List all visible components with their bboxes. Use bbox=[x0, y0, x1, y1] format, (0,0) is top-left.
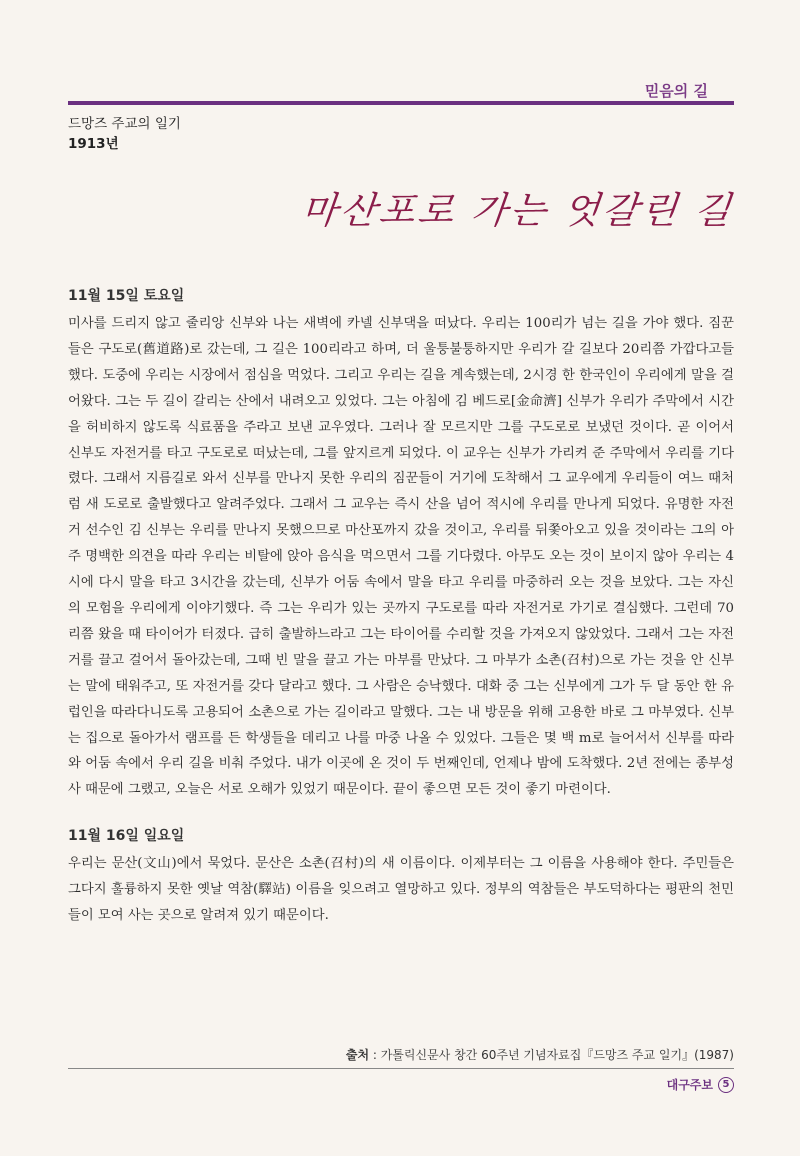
source-label: 출처 bbox=[345, 1048, 370, 1062]
page-footer bbox=[667, 1076, 734, 1093]
publication-name: 대구주보 bbox=[666, 1078, 713, 1092]
header-rule bbox=[68, 101, 734, 105]
source-text: : 가톨릭신문사 창간 60주년 기념자료집『드망즈 주교 일기』(1987) bbox=[369, 1048, 734, 1062]
section-tag: 믿음의 길 bbox=[644, 82, 708, 100]
entry-date: 11월 15일 토요일 bbox=[68, 288, 185, 304]
diary-entry bbox=[68, 823, 734, 929]
page-title: 마산포로 가는 엇갈린 길 bbox=[299, 189, 736, 232]
entry-date: 11월 16일 일요일 bbox=[68, 828, 185, 845]
page-number: 5 bbox=[718, 1077, 734, 1093]
footer-rule bbox=[68, 1068, 734, 1069]
diary-entry bbox=[68, 283, 734, 803]
series-title: 드망즈 주교의 일기 bbox=[68, 116, 181, 132]
diary-body bbox=[68, 283, 734, 949]
year-label: 1913년 bbox=[68, 136, 119, 152]
entry-text: 미사를 드리지 않고 줄리앙 신부와 나는 새벽에 카넬 신부댁을 떠났다. 우리는 100리가 넘는 길을 가야 했다. 짐꾼들은 구도로(舊道路)로 갔는데, 그 길은 100리라고 하며, 더 울퉁불퉁하지만 우리가 갈 길보다 20리쯤 가깝다고들 했다. 도중에 우리는 시장에서 점심을 먹었다. 그리고 우리는 길을 계속했는데, 2시경 한 한국인이 우리에게 말을 걸어왔다. 그는 두 길이 갈리는 산에서 내려오고 있었다. 그는 아침에 김 베드로[金命濟] 신부가 우리가 주막에서 시간을 허비하지 않도록 식료품을 주라고 보낸 교우였다. 그러나 잘 모르지만 그를 구도로로 보냈던 것이다. 곧 이어서 신부도 자전거를 타고 구도로로 떠났는데, 그를 앞지르게 되었다. 이 교우는 신부가 가리켜 준 주막에서 우리를 기다렸다. 그래서 지름길로 와서 신부를 만나지 못한 우리의 짐꾼들이 거기에 도착해서 그 교우에게 우리들이 여느 때처럼 새 도로로 출발했다고 알려주었다. 그래서 그 교우는 즉시 산을 넘어 적시에 우리를 만나게 되었다. 유명한 자전거 선수인 김 신부는 우리를 만나지 못했으므로 마산포까지 갔을 것이고, 우리를 뒤쫓아오고 있을 것이라는 그의 아주 명백한 의견을 따라 우리는 비탈에 앉아 음식을 먹으면서 그를 기다렸다. 아무도 오는 것이 보이지 않아 우리는 4시에 다시 말을 타고 3시간을 갔는데, 신부가 어둠 속에서 말을 타고 우리를 마중하러 오는 것을 보았다. 그는 자신의 모험을 우리에게 이야기했다. 즉 그는 우리가 있는 곳까지 구도로를 따라 자전거로 가기로 결심했다. 그런데 70리쯤 왔을 때 타이어가 터졌다. 급히 출발하느라고 그는 타이어를 수리할 것을 가져오지 않았었다. 그래서 그는 자전거를 끌고 걸어서 돌아갔는데, 그때 빈 말을 끌고 가는 마부를 만났다. 그 마부가 소촌(召村)으로 가는 것을 안 신부는 말에 태워주고, 또 자전거를 갖다 달라고 했다. 그 사람은 승낙했다. 대화 중 그는 신부에게 그가 두 달 동안 한 유럽인을 따라다니도록 고용되어 소촌으로 가는 길이라고 말했다. 그는 내 방문을 위해 고용한 바로 그 마부였다. 신부는 집으로 돌아가서 램프를 든 학생들을 데리고 나를 마중 나올 수 있었다. 그들은 몇 백 m로 늘어서서 신부를 따라와 어둠 속에서 우리 길을 비춰 주었다. 내가 이곳에 온 것이 두 번째인데, 언제나 밤에 도착했다. 2년 전에는 종부성사 때문에 그랬고, 오늘은 서로 오해가 있었기 때문이다. 끝이 좋으면 모든 것이 좋기 마련이다. bbox=[68, 316, 734, 798]
entry-text: 우리는 문산(文山)에서 묵었다. 문산은 소촌(召村)의 새 이름이다. 이제부터는 그 이름을 사용해야 한다. 주민들은 그다지 훌륭하지 못한 옛날 역참(驛站) 이름을 잊으려고 열망하고 있다. 정부의 역참들은 부도덕하다는 평판의 천민들이 모여 사는 곳으로 알려져 있기 때문이다. bbox=[68, 856, 734, 924]
source-citation bbox=[346, 1046, 734, 1063]
